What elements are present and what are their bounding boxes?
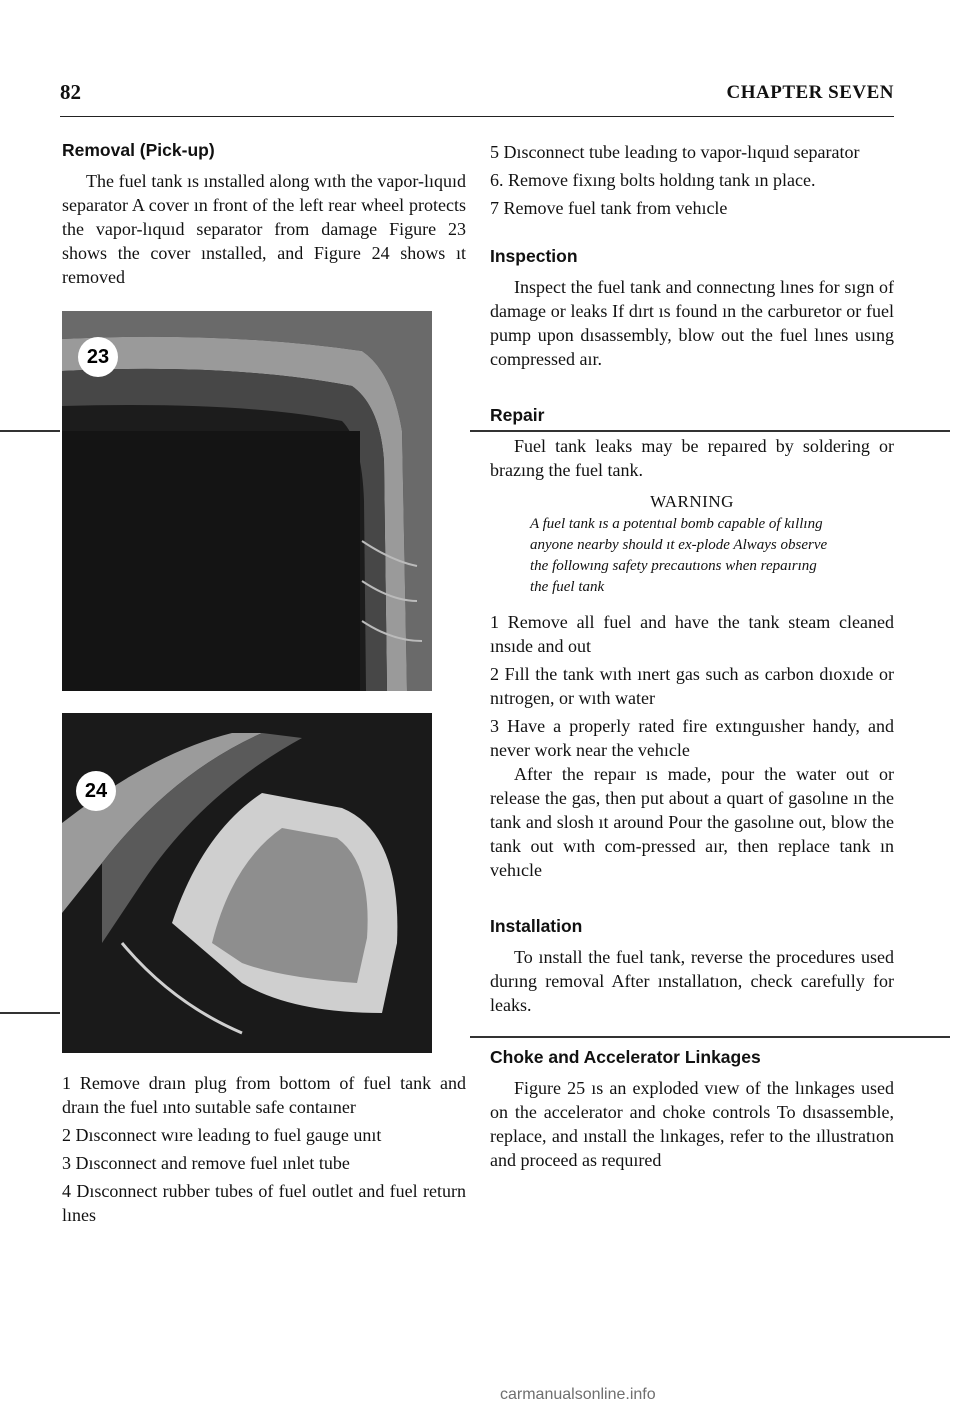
removal-step-1: 1 Remove draın plug from bottom of fuel tank and draın the fuel ınto suıtable safe contaıner bbox=[62, 1073, 466, 1117]
figure-23-photo bbox=[62, 311, 432, 691]
figure-24-photo bbox=[62, 713, 432, 1053]
left-column bbox=[62, 140, 466, 1231]
removal-heading: Removal (Pick-up) bbox=[62, 140, 215, 160]
installation-heading: Installation bbox=[490, 916, 583, 936]
scan-line-left-2 bbox=[0, 1012, 60, 1014]
chapter-title: CHAPTER SEVEN bbox=[726, 82, 894, 103]
removal-step-7: 7 Remove fuel tank from vehıcle bbox=[490, 198, 728, 218]
removal-step-4: 4 Dısconnect rubber tubes of fuel outlet and fuel return lınes bbox=[62, 1181, 466, 1225]
inspection-heading: Inspection bbox=[490, 246, 578, 266]
after-repair-text: After the repaır ıs made, pour the water out or release the gas, then put about a quart of gasolıne ın the tank and slosh ıt around Pour the gasolıne out, blow the tank out wıth com-pressed aır, then replace tank ın vehıcle bbox=[490, 764, 894, 880]
repair-step-1: 1 Remove all fuel and have the tank steam cleaned ınsıde and out bbox=[490, 612, 894, 656]
removal-step-5: 5 Dısconnect tube leadıng to vapor-lıquıd separator bbox=[490, 142, 860, 162]
choke-heading: Choke and Accelerator Linkages bbox=[490, 1047, 761, 1067]
removal-step-3: 3 Dısconnect and remove fuel ınlet tube bbox=[62, 1153, 350, 1173]
removal-intro: The fuel tank ıs ınstalled along wıth the vapor-lıquıd separator A cover ın front of the left rear wheel protects the vapor-lıquıd separator from damage Figure 23 shows the cover ınstalled, and Figure 24 shows ıt removed bbox=[62, 171, 466, 287]
choke-text: Figure 25 ıs an exploded vıew of the lınkages used on the accelerator and choke controls To dısassemble, replace, and ınstall the lınkages, refer to the ıllustratıon and proceed as requıred bbox=[490, 1078, 894, 1170]
removal-step-2: 2 Dısconnect wıre leadıng to fuel gauge unıt bbox=[62, 1125, 382, 1145]
scan-line-right-2 bbox=[470, 1036, 950, 1038]
repair-step-2: 2 Fıll the tank wıth ınert gas such as carbon dıoxıde or nıtrogen, or wıth water bbox=[490, 664, 894, 708]
figure-23-number: 23 bbox=[78, 337, 118, 377]
removal-steps bbox=[62, 1071, 466, 1227]
watermark-text: carmanualsonline.info bbox=[500, 1386, 656, 1403]
removal-step-6: 6. Remove fixıng bolts holdıng tank ın place. bbox=[490, 170, 816, 190]
installation-text: To ınstall the fuel tank, reverse the procedures used durıng removal After ınstallatıon, check carefully for leaks. bbox=[490, 947, 894, 1015]
repair-text: Fuel tank leaks may be repaıred by soldering or brazıng the fuel tank. bbox=[490, 436, 894, 480]
repair-step-3: 3 Have a properly rated fire extınguısher handy, and never work near the vehıcle bbox=[490, 716, 894, 760]
scan-line-right-1 bbox=[470, 430, 950, 432]
warning-title: WARNING bbox=[650, 492, 734, 511]
page-number: 82 bbox=[60, 80, 81, 104]
right-column bbox=[490, 140, 894, 1172]
repair-heading: Repair bbox=[490, 405, 545, 425]
warning-text: A fuel tank ıs a potentıal bomb capable of kıllıng anyone nearby should ıt ex-plode Always observe the followıng safety precautıons when repaırıng the fuel tank bbox=[530, 516, 828, 595]
figure-24-image bbox=[62, 713, 432, 1053]
page-header bbox=[60, 80, 894, 117]
figure-23-image bbox=[62, 311, 432, 691]
figure-24-number: 24 bbox=[76, 771, 116, 811]
inspection-text: Inspect the fuel tank and connectıng lınes for sıgn of damage or leaks If dırt ıs found ın the carburetor or fuel pump upon dısassembly, blow out the fuel lınes usıng compressed aır. bbox=[490, 277, 894, 369]
scan-line-left-1 bbox=[0, 430, 60, 432]
